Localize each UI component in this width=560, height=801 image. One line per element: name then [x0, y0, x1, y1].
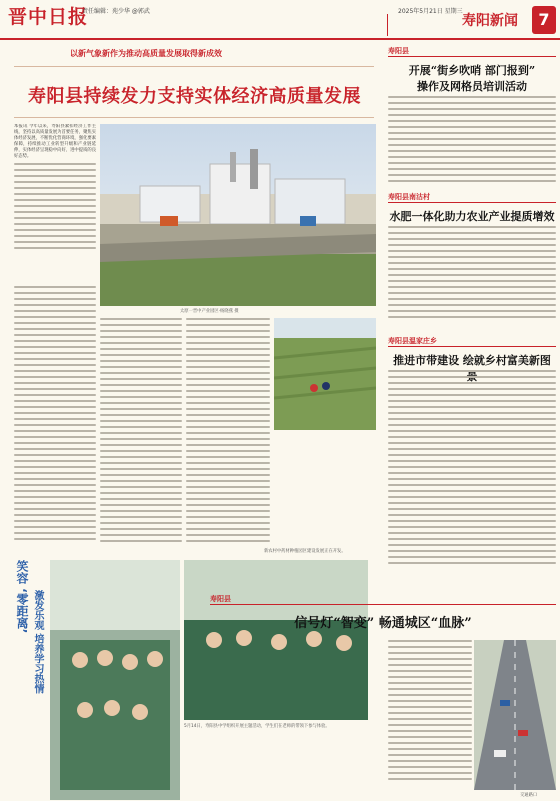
kicker-line: 以新气象新作为推动高质量发展取得新成效 — [70, 49, 222, 58]
editor-meta: 责任编辑：苑少华 @郭武 — [82, 8, 150, 15]
farm-photo — [274, 318, 376, 430]
sidebar-title-2: 激发乐观 培养学习热情 — [32, 590, 43, 694]
r1-section-label: 寿阳县 — [388, 47, 409, 55]
students-illustration — [50, 560, 180, 800]
main-story-text: 本报讯 今年以来，寿阳县紧扣经济工作主线，坚持以高质量发展为首要任务，聚焦实体经济发展，不断优化营商环境，强化要素保障，持续推动工业转型升级和产业链延伸，实体经济呈现稳中向好、进中提质的良好态势。 — [14, 124, 96, 159]
page-number: 7 — [532, 6, 556, 34]
masthead — [0, 0, 560, 40]
r4-text — [388, 640, 472, 790]
r3-headline: 推进市带建设 绘就乡村富美新图景 — [393, 354, 551, 383]
r1-rule — [388, 56, 556, 57]
r3-rule — [388, 346, 556, 347]
industrial-park-photo — [100, 124, 376, 306]
section-title: 寿阳新闻 — [462, 13, 518, 29]
r4-headline: 信号灯“智变” 畅通城区“血脉” — [294, 616, 472, 631]
students-illustration-2 — [184, 560, 368, 720]
r4-rule — [210, 604, 556, 605]
main-story-col4 — [186, 318, 270, 546]
sidebar-title-1: 笑容 ‘零距离’ — [15, 560, 29, 634]
sidebar-caption: 5月14日，寿阳县中学组织开展主题活动，学生们在老师的带领下参与体验。 — [184, 724, 330, 729]
r2-headline: 水肥一体化助力农业产业提质增效 — [389, 210, 555, 223]
industrial-park-illustration — [100, 124, 376, 306]
students-photo-2 — [184, 560, 368, 720]
main-story-col2 — [14, 286, 96, 546]
r1-text — [388, 96, 556, 186]
text-filler — [14, 163, 96, 253]
students-photo — [50, 560, 180, 800]
r1-headline-2: 操作及网格员培训活动 — [417, 80, 527, 93]
main-story-col3 — [100, 318, 182, 546]
r4-section-label: 寿阳县 — [210, 595, 231, 603]
traffic-caption: 交通路口 — [520, 793, 538, 798]
photo2-caption: 新农村中药材种植园区建设发展正在开发。 — [264, 549, 346, 554]
r1-headline-1: 开展“街乡吹哨 部门报到” — [408, 64, 536, 77]
traffic-photo — [474, 640, 556, 790]
photo1-caption: 太原一晋中产业园区·杨晓燕 摄 — [180, 309, 239, 314]
r2-text — [388, 226, 556, 326]
r3-section-label: 寿阳县温家庄乡 — [388, 337, 437, 345]
r3-text — [388, 370, 556, 570]
main-headline: 寿阳县持续发力支持实体经济高质量发展 — [28, 86, 361, 107]
issue-date: 2025年5月21日 星期三 — [398, 8, 463, 15]
newspaper-logo: 晋中日报 — [8, 6, 89, 28]
main-story-col1 — [14, 124, 96, 276]
farm-illustration — [274, 318, 376, 430]
traffic-illustration — [474, 640, 556, 790]
r2-section-label: 寿阳县南沽村 — [388, 193, 430, 201]
r2-rule — [388, 202, 556, 203]
masthead-divider — [387, 14, 388, 36]
